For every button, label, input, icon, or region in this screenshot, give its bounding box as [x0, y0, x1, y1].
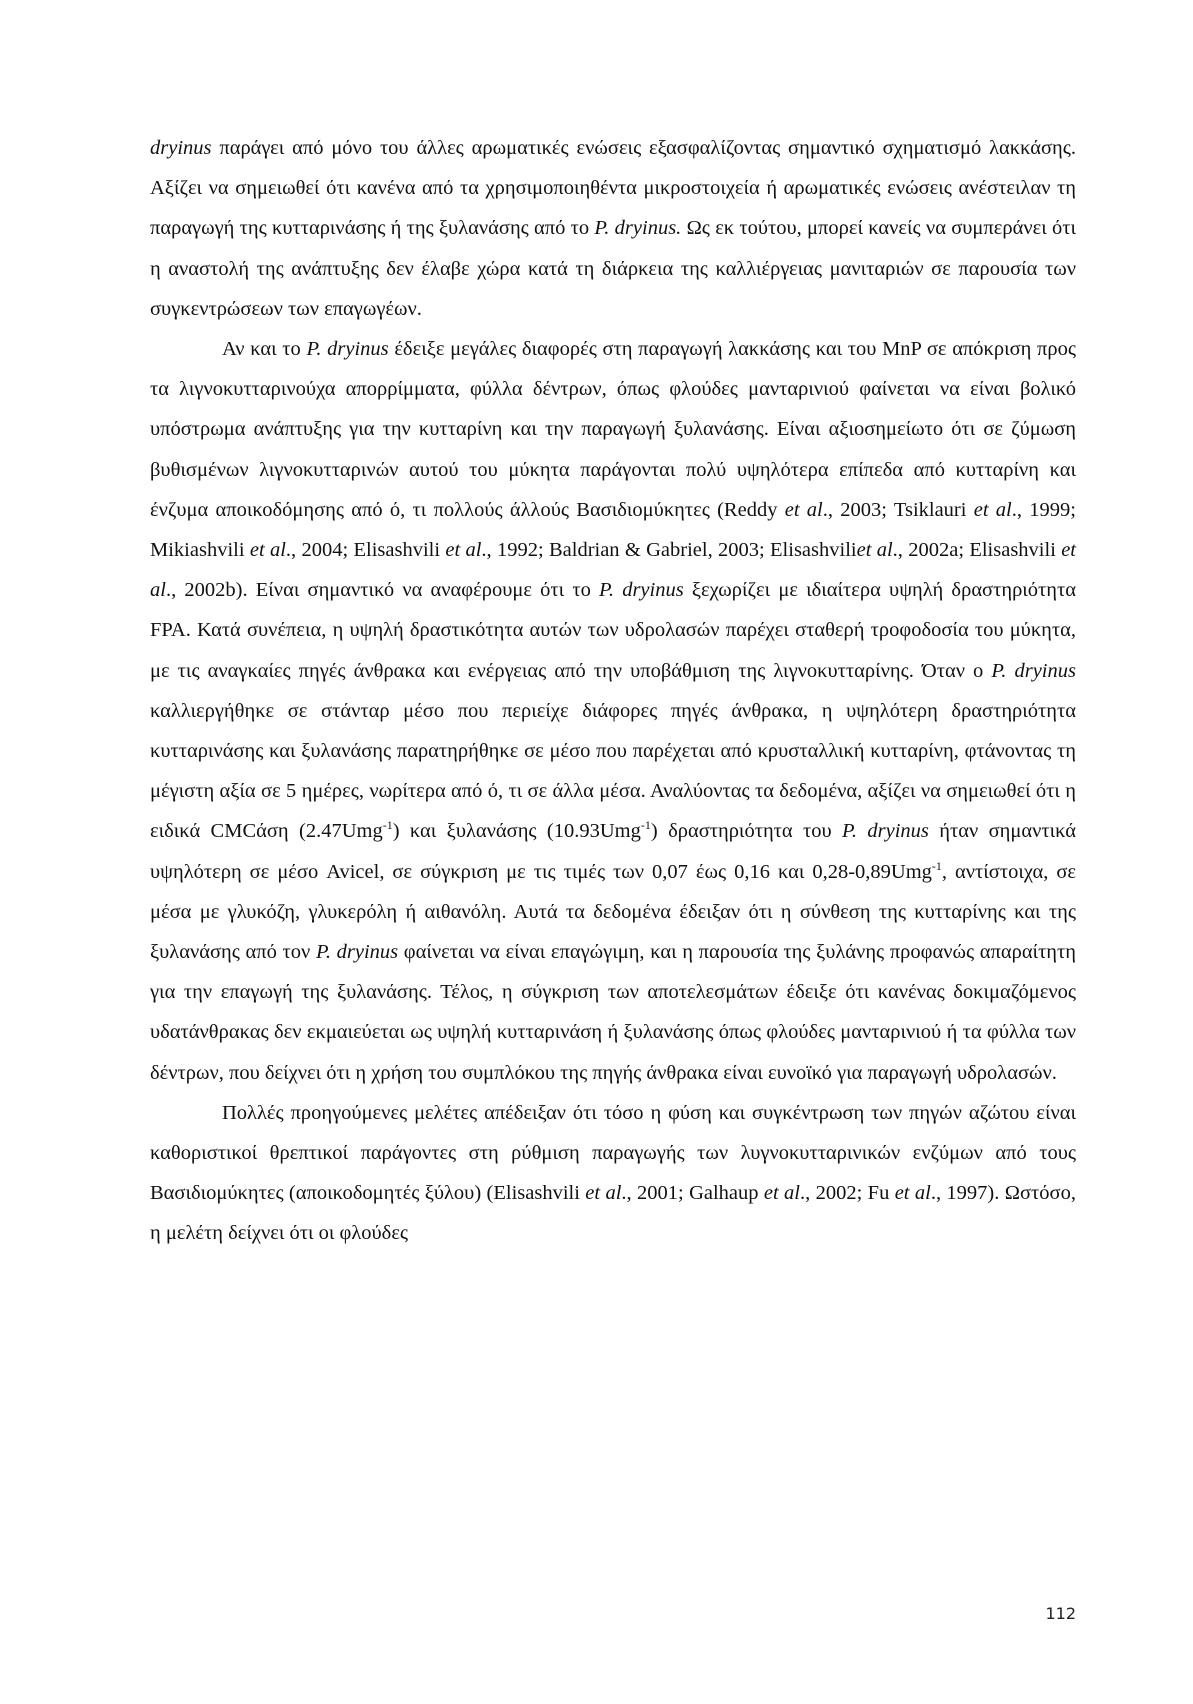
superscript-run: -1: [640, 818, 651, 833]
paragraph: [150, 1093, 1076, 1254]
text-run: , αντίστοιχα, σε μέσα με γλυκόζη, γλυκερόλη ή αιθανόλη. Αυτά τα δεδομένα έδειξαν ότι η σύνθεση της κυτταρίνης και της ξυλανάσης από τον: [150, 860, 1077, 964]
text-run: ξεχωρίζει με ιδιαίτερα υψηλή δραστηριότητα FPA. Κατά συνέπεια, η υψηλή δραστικότητα αυτών των υδρολασών παρέχει σταθερή τροφοδοσία του μύκητα, με τις αναγκαίες πηγές άνθρακα και ενέργειας από την υποβάθμιση της λιγνοκυτταρίνης. Όταν ο: [150, 579, 1076, 682]
paragraph: [150, 329, 1076, 1093]
text-run: παράγει από μόνο του άλλες αρωματικές ενώσεις εξασφαλίζοντας σημαντικό σχηματισμό λακκάσης. Αξίζει να σημειωθεί ότι κανένα από τα χρησιμοποιηθέντα μικροστοιχεία ή αρωματικές ενώσεις ανέστειλαν τη παραγωγή της κυτταρινάσης ή της ξυλανάσης από το: [150, 137, 1076, 240]
italic-run: dryinus: [150, 137, 212, 159]
text-run: ., 2002a; Elisashvili: [892, 539, 1062, 562]
text-run: έδειξε μεγάλες διαφορές στη παραγωγή λακκάσης και του MnP σε απόκριση προς τα λιγνοκυτταρινούχα απορρίμματα, φύλλα δέντρων, όπως φλούδες μανταρινιού φαίνεται να είναι βολικό υπόστρωμα ανάπτυξης για την κυτταρίνη και την παραγωγή ξυλανάσης. Είναι αξιοσημείωτο ότι σε ζύμωση βυθισμένων λιγνοκυτταρινών αυτού του μύκητα παράγονται πολύ υψηλότερα επίπεδα από κυτταρίνη και ένζυμα αποικοδόμησης από ό, τι πολλούς άλλούς Βασιδιομύκητες (Reddy: [150, 338, 1076, 521]
italic-run: P. dryinus.: [594, 217, 682, 240]
text-run: Ως εκ τούτου, μπορεί κανείς να συμπεράνει ότι η αναστολή της ανάπτυξης δεν έλαβε χώρα κατά τη διάρκεια της καλλιέργειας μανιταριών σε παρουσία των συγκεντρώσεων των επαγωγέων.: [150, 217, 1076, 320]
text-run: ., 2002b). Είναι σημαντικό να αναφέρουμε ότι το: [165, 579, 600, 602]
page-number: 112: [1045, 1604, 1076, 1623]
text-run: ) και ξυλανάσης (10.93Umg: [392, 820, 641, 843]
italic-run: et al: [973, 498, 1012, 521]
superscript-run: -1: [931, 858, 942, 873]
text-run: ) δραστηριότητα του: [650, 820, 843, 843]
text-run: ., 2004; Elisashvili: [285, 539, 446, 562]
italic-run: et al: [585, 1182, 622, 1205]
italic-run: et al: [150, 539, 1076, 602]
italic-run: et al: [894, 1182, 931, 1205]
text-run: Πολλές προηγούμενες μελέτες απέδειξαν ότι τόσο η φύση και συγκέντρωση των πηγών αζώτου είναι καθοριστικοί θρεπτικοί παράγοντες στη ρύθμιση παραγωγής των λυγνοκυτταρινικών ενζύμων από τους Βασιδιομύκητες (αποικοδομητές ξύλου) (Elisashvili: [150, 1101, 1076, 1205]
text-run: ., 1997). Ωστόσο, η μελέτη δείχνει ότι οι φλούδες: [150, 1182, 1076, 1245]
text-run: ., 2001; Galhaup: [621, 1182, 764, 1205]
italic-run: P. dryinus: [315, 941, 399, 964]
text-run: ., 2003; Tsiklauri: [822, 498, 974, 521]
italic-run: P. dryinus: [842, 820, 929, 843]
text-run: ήταν σημαντικά υψηλότερη σε μέσο Avicel, σε σύγκριση με τις τιμές των 0,07 έως 0,16 και 0,28-0,89Umg: [150, 820, 1077, 883]
text-run: ., 2002; Fu: [800, 1182, 895, 1205]
text-run: ., 1999; Mikiashvili: [150, 498, 1076, 562]
italic-run: P. dryinus: [991, 659, 1076, 682]
text-run: ., 1992; Baldrian & Gabriel, 2003; Elisashvili: [481, 539, 857, 562]
italic-run: P. dryinus: [599, 579, 684, 602]
italic-run: et al: [784, 498, 823, 521]
superscript-run: -1: [382, 818, 393, 833]
italic-run: et al: [249, 539, 286, 562]
body-text: [150, 128, 1076, 1254]
italic-run: et al: [856, 539, 893, 562]
italic-run: et al: [763, 1182, 800, 1205]
text-run: καλλιεργήθηκε σε στάνταρ μέσο που περιείχε διάφορες πηγές άνθρακα, η υψηλότερη δραστηριότητα κυτταρινάσης και ξυλανάσης παρατηρήθηκε σε μέσο που παρέχεται από κρυσταλλική κυτταρίνη, φτάνοντας τη μέγιστη αξία σε 5 ημέρες, νωρίτερα από ό, τι σε άλλα μέσα. Αναλύοντας τα δεδομένα, αξίζει να σημειωθεί ότι η ειδικά CMCάση (2.47Umg: [150, 699, 1076, 843]
paragraph: [150, 128, 1076, 329]
text-run: φαίνεται να είναι επαγώγιμη, και η παρουσία της ξυλάνης προφανώς απαραίτητη για την επαγωγή της ξυλανάσης. Τέλος, η σύγκριση των αποτελεσμάτων έδειξε ότι κανένας δοκιμαζόμενος υδατάνθρακας δεν εκμαιεύεται ως υψηλή κυτταρινάση ή ξυλανάσης όπως φλούδες μανταρινιού ή τα φύλλα των δέντρων, που δείχνει ότι η χρήση του συμπλόκου της πηγής άνθρακα είναι ευνοϊκό για παραγωγή υδρολασών.: [150, 941, 1076, 1084]
text-run: Αν και το: [222, 338, 307, 361]
italic-run: et al: [445, 539, 482, 562]
italic-run: P. dryinus: [306, 338, 389, 361]
